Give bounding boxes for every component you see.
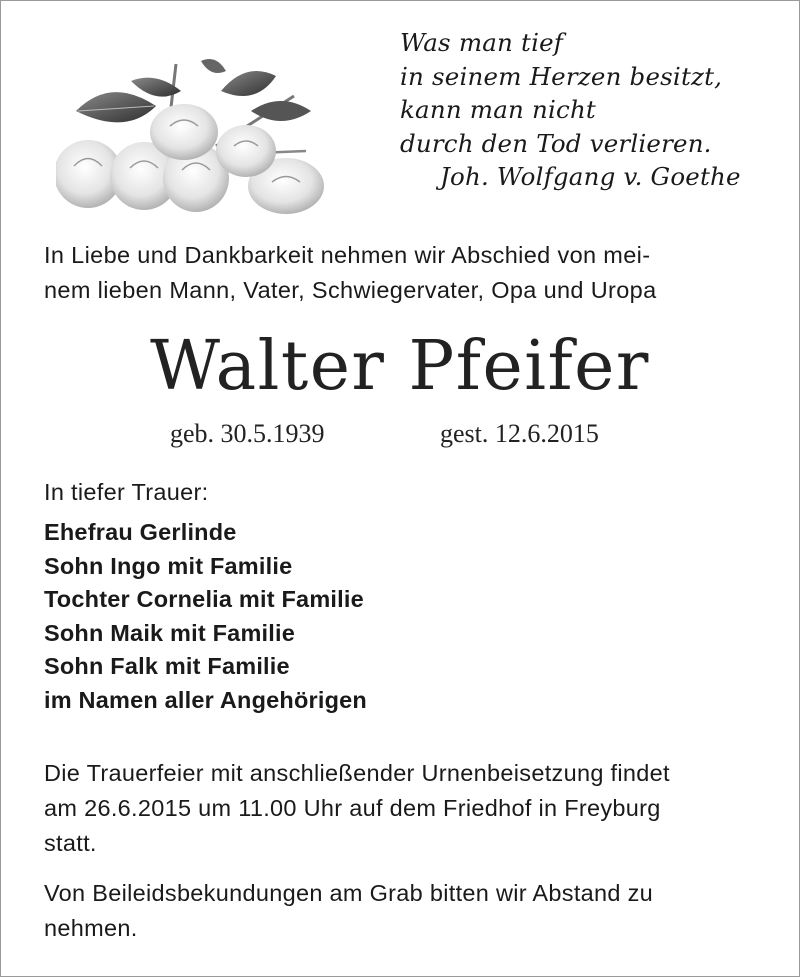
funeral-line: Die Trauerfeier mit anschließender Urnenbeisetzung findet: [44, 760, 670, 786]
funeral-line: am 26.6.2015 um 11.00 Uhr auf dem Friedhof in Freyburg: [44, 795, 661, 821]
quote-line: Was man tief: [400, 28, 564, 57]
mourner-item: Sohn Maik mit Familie: [44, 619, 295, 646]
white-roses-icon: [56, 56, 326, 221]
goethe-quote: [400, 26, 790, 194]
mourner-item: Tochter Cornelia mit Familie: [44, 586, 364, 612]
quote-line: durch den Tod verlieren.: [400, 128, 712, 158]
quote-author: Joh. Wolfgang v. Goethe: [440, 162, 741, 191]
birth-date: geb. 30.5.1939: [170, 419, 325, 448]
mourner-item: Ehefrau Gerlinde: [44, 519, 237, 545]
intro-line: nem lieben Mann, Vater, Schwiegervater, Opa und Uropa: [44, 277, 657, 303]
funeral-line: statt.: [44, 830, 97, 856]
intro-line: In Liebe und Dankbarkeit nehmen wir Abschied von mei-: [44, 242, 651, 268]
condolence-line: nehmen.: [44, 915, 138, 941]
deceased-name: Walter Pfeifer: [150, 327, 650, 406]
mourners-list: [44, 516, 367, 717]
mourner-item: Sohn Ingo mit Familie: [44, 552, 293, 579]
death-date: gest. 12.6.2015: [440, 419, 599, 448]
condolence-note: [44, 876, 764, 946]
mourning-label: In tiefer Trauer:: [44, 479, 209, 505]
mourner-item: Sohn Falk mit Familie: [44, 653, 290, 679]
condolence-line: Von Beileidsbekundungen am Grab bitten wir Abstand zu: [44, 880, 654, 906]
intro-text: [44, 238, 764, 308]
funeral-info: [44, 756, 764, 861]
mourner-item: im Namen aller Angehörigen: [44, 686, 367, 713]
quote-line: in seinem Herzen besitzt,: [400, 61, 723, 91]
quote-line: kann man nicht: [400, 95, 596, 124]
